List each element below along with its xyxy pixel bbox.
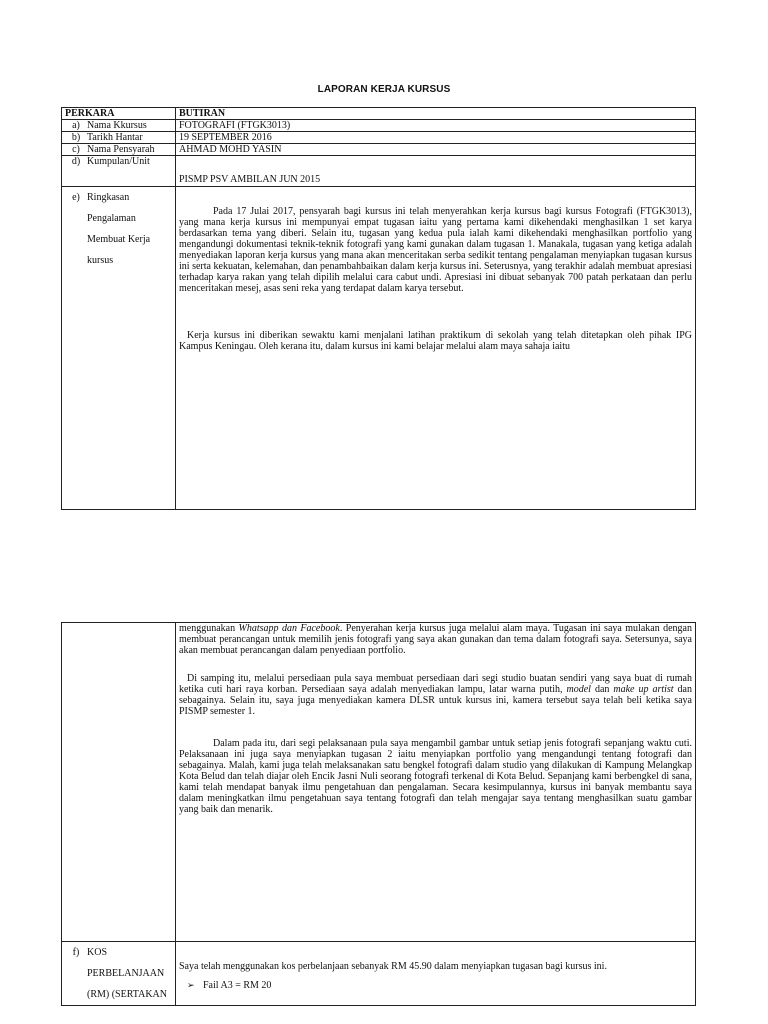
row-key: e)	[72, 192, 80, 203]
arrowhead-bullet-icon: ➢	[187, 981, 195, 991]
row-key: b)	[71, 132, 81, 143]
row-value: PISMP PSV AMBILAN JUN 2015	[176, 156, 696, 187]
continued-paragraph	[179, 623, 692, 656]
row-value: AHMAD MOHD YASIN	[176, 144, 696, 156]
implementation-paragraph: Dalam pada itu, dari segi pelaksanaan pula saya mengambil gambar untuk setiap jenis fotografi sepanjang waktu cuti. Pelaksanaan ini juga saya menyiapkan tugasan 2 iaitu menyiapkan portfolio yang mengandungi tentang fotografi dan sebagainya. Malah, kami juga telah melaksanakan satu bengkel fotografi dalam studio yang dilakukan di Kampung Melangkap Kota Belud dan telah diajar oleh Encik Jasni Nuli seorang fotografi terkenal di Kota Belud. Sepanjang kami berbengkel di sana, kami telah mendapat banyak ilmu pengetahuan dan pengalaman. Secara kesimpulannya, kursus ini banyak membantu saya dalam meningkatkan ilmu pengetahuan saya tentang fotografi dan telah mengajar saya tentang menghasilkan suatu gambar yang baik dan menarik.	[179, 738, 692, 815]
italic-run: Whatsapp dan Facebook	[238, 623, 340, 634]
text-run: menggunakan	[179, 623, 239, 634]
document-title: LAPORAN KERJA KURSUS	[317, 84, 451, 95]
summary-label-line: Pengalaman	[87, 213, 136, 224]
empty-label-cell	[62, 623, 176, 942]
table-row-costs	[62, 942, 696, 1006]
table-row	[62, 132, 696, 144]
cost-label-line: PERBELANJAAN	[87, 968, 165, 979]
cost-text: Saya telah menggunakan kos perbelanjaan sebanyak RM 45.90 dalam menyiapkan tugasan bagi kursus ini.	[179, 961, 607, 972]
summary-paragraph-2: Kerja kursus ini diberikan sewaktu kami menjalani latihan praktikum di sekolah yang telah ditetapkan oleh pihak IPG Kampus Keningau. Oleh kerana itu, dalam kursus ini kami belajar melalui alam maya sahaja iaitu	[179, 330, 692, 352]
summary-label-line: Membuat Kerja	[87, 234, 151, 245]
text-run: dan sebagainya. Selain itu, saya juga menyediakan kamera DLSR untuk kursus ini, kamera tersebut saya telah beli ketika saya PISMP semester 1.	[179, 684, 692, 717]
row-value: 19 SEPTEMBER 2016	[176, 132, 696, 144]
page-2	[0, 512, 768, 1024]
cost-label-line: (RM) (SERTAKAN	[87, 989, 167, 1000]
course-report-table	[61, 107, 696, 510]
cost-item	[179, 976, 692, 996]
course-report-table-continued	[61, 622, 696, 1006]
cost-label-line: KOS	[87, 947, 108, 958]
row-key: f)	[72, 947, 80, 958]
row-value: FOTOGRAFI (FTGK3013)	[176, 120, 696, 132]
row-label: Nama Kkursus	[87, 120, 147, 131]
header-perkara: PERKARA	[62, 108, 176, 120]
preparation-paragraph	[179, 673, 692, 717]
header-butiran: BUTIRAN	[176, 108, 696, 120]
row-label: Tarikh Hantar	[87, 132, 143, 143]
italic-run: model	[566, 684, 591, 695]
table-row	[62, 156, 696, 187]
row-key: a)	[72, 120, 80, 131]
table-row	[62, 144, 696, 156]
table-row-summary	[62, 187, 696, 510]
table-row-summary-continued	[62, 623, 696, 942]
text-run: dan	[590, 684, 614, 695]
text-run: Di samping itu, melalui persediaan pula saya membuat persediaan dari segi studio buatan sendiri yang saya buat di rumah ketika cuti hari raya korban. Persediaan saya adalah menyediakan lampu, latar warna putih,	[179, 673, 692, 695]
row-label: Nama Pensyarah	[87, 144, 155, 155]
text-run: . Penyerahan kerja kursus juga melalui alam maya. Tugasan ini saya mulakan dengan membuat perancangan untuk memilih jenis fotografi yang saya akan gunakan dan tema dalam fotografi saya. Setersunya, saya akan membuat perancangan dalam penyediaan portfolio.	[179, 623, 692, 656]
italic-run: make up artist	[613, 684, 674, 695]
cost-item-text: Fail A3 = RM 20	[203, 980, 272, 991]
summary-label-line: kursus	[87, 255, 114, 266]
summary-label-line: Ringkasan	[87, 192, 130, 203]
row-label: Kumpulan/Unit	[87, 156, 150, 167]
table-header-row	[62, 108, 696, 120]
row-key: c)	[72, 144, 80, 155]
table-row	[62, 120, 696, 132]
row-key: d)	[71, 156, 81, 167]
summary-paragraph-1: Pada 17 Julai 2017, pensyarah bagi kursus ini telah menyerahkan kerja kursus bagi kursus Fotografi (FTGK3013), yang mana kerja kursus ini mempunyai empat tugasan iaitu yang pertama kami dikehendaki menghasilkan 1 set karya berdasarkan tema yang diberi. Selain itu, tugasan yang kedua pula ialah kami dikehendaki menghasilkan portfolio yang mengandungi dokumentasi teknik-teknik fotografi yang kami gunakan dalam tugasan 1. Manakala, tugasan yang ketiga adalah menyediakan laporan kerja kursus yang mana akan menceritakan serba sedikit tentang pengalaman menyiapkan tugasan kursus ini serta kekuatan, kelemahan, dan penambahbaikan dalam kerja kursus ini. Seterusnya, yang terakhir adalah membuat apresiasi terhadap karya rakan yang telah dipilih melalui cara cabut undi. Apresiasi ini dibuat sebanyak 700 patah perkataan dan perlu menceritakan mesej, asas seni reka yang terdapat dalam karya tersebut.	[179, 206, 692, 294]
